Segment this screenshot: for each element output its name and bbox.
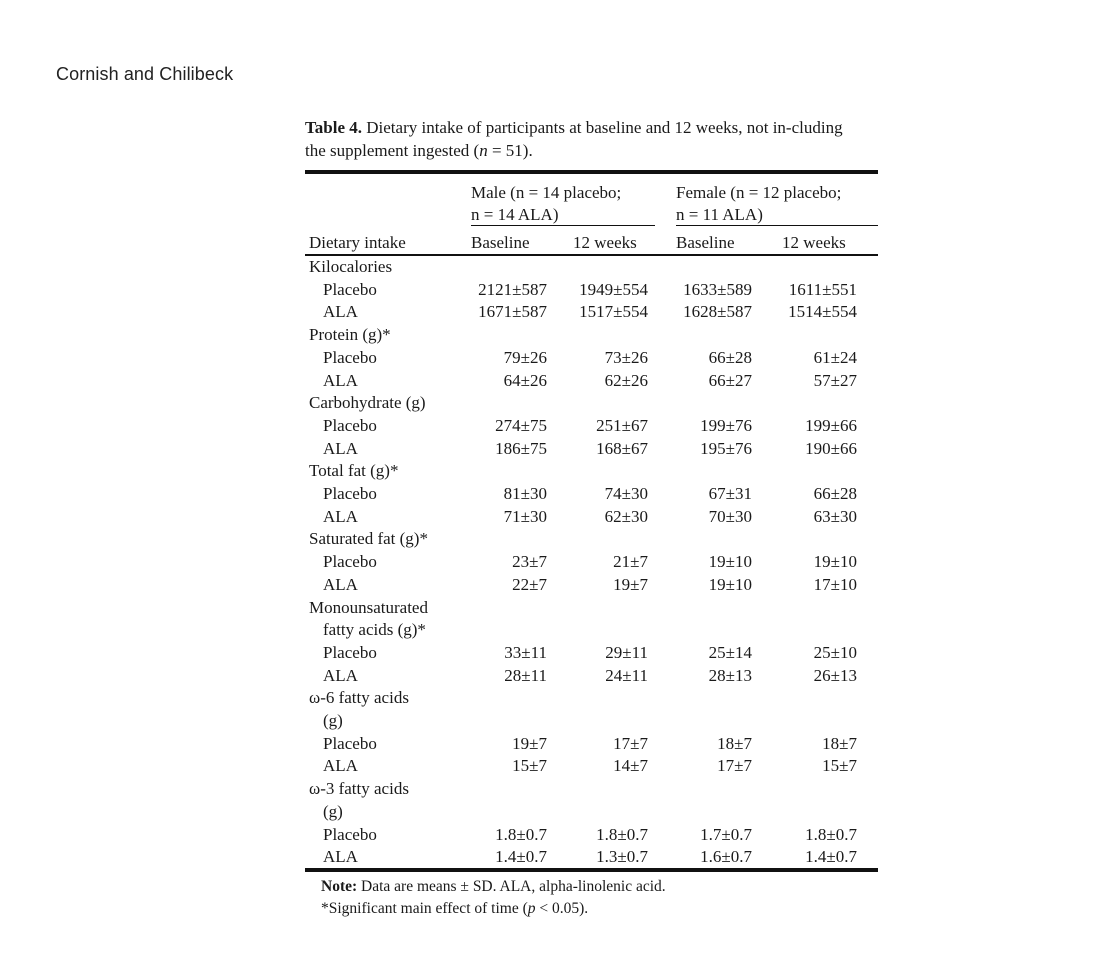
value-cell-male-baseline: 15±7 xyxy=(512,756,547,776)
value-cell-male-12-weeks: 29±11 xyxy=(605,642,648,662)
significance-footnote xyxy=(321,898,881,920)
male-group-rule xyxy=(471,225,655,226)
value-cell-female-12-weeks: 1514±554 xyxy=(788,302,857,322)
value-cell-male-12-weeks: 1517±554 xyxy=(579,302,648,322)
value-cell-female-baseline: 195±76 xyxy=(700,438,752,458)
table-notes xyxy=(321,876,881,920)
section-title: Saturated fat (g)* xyxy=(309,529,428,549)
value-cell-male-baseline: 71±30 xyxy=(503,506,547,526)
value-cell-female-12-weeks: 66±28 xyxy=(813,484,857,503)
value-cell-female-12-weeks: 15±7 xyxy=(822,756,857,776)
value-cell-male-baseline: 81±30 xyxy=(503,484,547,503)
value-cell-female-baseline: 18±7 xyxy=(717,733,752,753)
value-cell-female-12-weeks: 61±24 xyxy=(813,347,857,367)
female-group-rule xyxy=(676,225,878,226)
row-label: Placebo xyxy=(323,279,377,299)
value-cell-female-baseline: 17±7 xyxy=(717,756,752,776)
group-header-male-line1: Male (n = 14 placebo; xyxy=(471,183,622,202)
row-label: Placebo xyxy=(323,415,377,435)
value-cell-female-baseline: 199±76 xyxy=(700,415,752,435)
section-title: fatty acids (g)* xyxy=(323,620,426,640)
table-caption xyxy=(305,116,865,162)
row-label: ALA xyxy=(323,574,358,594)
significance-p-symbol: p xyxy=(527,900,536,917)
caption-n-symbol: n xyxy=(479,141,488,160)
value-cell-male-baseline: 28±11 xyxy=(504,665,547,685)
column-header-dietary-intake: Dietary intake xyxy=(309,233,406,252)
value-cell-male-12-weeks: 1.8±0.7 xyxy=(596,824,648,844)
value-cell-female-12-weeks: 190±66 xyxy=(805,438,857,458)
value-cell-female-12-weeks: 63±30 xyxy=(813,506,857,526)
value-cell-female-12-weeks: 1.4±0.7 xyxy=(805,847,857,867)
significance-suffix: < 0.05). xyxy=(535,900,589,917)
value-cell-male-12-weeks: 19±7 xyxy=(613,574,648,594)
value-cell-female-12-weeks: 57±27 xyxy=(813,370,857,390)
value-cell-female-baseline: 19±10 xyxy=(708,552,752,572)
row-label: ALA xyxy=(323,438,358,458)
value-cell-male-baseline: 1671±587 xyxy=(478,302,547,322)
row-label: ALA xyxy=(323,665,358,685)
section-title: ω-3 fatty acids xyxy=(309,779,409,799)
value-cell-male-12-weeks: 74±30 xyxy=(604,484,648,503)
value-cell-female-12-weeks: 19±10 xyxy=(813,552,857,572)
section-title: Kilocalories xyxy=(309,257,393,276)
group-header-female-line2: n = 11 ALA) xyxy=(676,205,763,224)
value-cell-male-baseline: 33±11 xyxy=(504,642,547,662)
section-title: Monounsaturated xyxy=(309,597,428,617)
value-cell-female-baseline: 1.6±0.7 xyxy=(700,847,752,867)
value-cell-male-baseline: 64±26 xyxy=(503,370,547,390)
row-label: ALA xyxy=(323,756,358,776)
value-cell-male-12-weeks: 73±26 xyxy=(604,347,648,367)
section-title: ω-6 fatty acids xyxy=(309,688,409,708)
value-cell-female-baseline: 66±28 xyxy=(708,347,752,367)
value-cell-male-12-weeks: 1949±554 xyxy=(579,279,648,299)
value-cell-male-baseline: 79±26 xyxy=(503,347,547,367)
value-cell-male-12-weeks: 14±7 xyxy=(613,756,648,776)
row-label: ALA xyxy=(323,370,358,390)
table-top-rule xyxy=(305,170,878,174)
value-cell-male-12-weeks: 24±11 xyxy=(605,665,648,685)
value-cell-male-baseline: 2121±587 xyxy=(478,279,547,299)
value-cell-female-baseline: 25±14 xyxy=(708,642,752,662)
value-cell-male-baseline: 22±7 xyxy=(512,574,547,594)
section-title: (g) xyxy=(323,801,343,821)
value-cell-female-12-weeks: 17±10 xyxy=(813,574,857,594)
table-bottom-rule xyxy=(305,868,878,872)
row-label: Placebo xyxy=(323,824,377,844)
row-label: ALA xyxy=(323,506,358,526)
value-cell-female-baseline: 1628±587 xyxy=(683,302,752,322)
section-title: Carbohydrate (g) xyxy=(309,393,426,413)
value-cell-male-12-weeks: 168±67 xyxy=(596,438,648,458)
significance-prefix: *Significant main effect of time ( xyxy=(321,900,528,917)
column-header-female-12-weeks: 12 weeks xyxy=(782,233,846,252)
value-cell-female-12-weeks: 26±13 xyxy=(813,665,857,685)
value-cell-male-baseline: 1.4±0.7 xyxy=(495,847,547,867)
value-cell-male-12-weeks: 62±30 xyxy=(604,506,648,526)
column-header-male-baseline: Baseline xyxy=(471,233,530,252)
value-cell-female-12-weeks: 18±7 xyxy=(822,733,857,753)
section-title: Protein (g)* xyxy=(309,325,391,345)
value-cell-female-baseline: 19±10 xyxy=(708,574,752,594)
value-cell-male-12-weeks: 251±67 xyxy=(596,415,648,435)
value-cell-female-12-weeks: 25±10 xyxy=(813,642,857,662)
group-header-female-line1: Female (n = 12 placebo; xyxy=(676,183,842,202)
value-cell-male-12-weeks: 17±7 xyxy=(613,733,648,753)
section-title: (g) xyxy=(323,711,343,730)
value-cell-female-baseline: 1.7±0.7 xyxy=(700,824,752,844)
note-line xyxy=(321,876,881,898)
value-cell-female-12-weeks: 199±66 xyxy=(805,415,857,435)
note-label: Note: xyxy=(321,878,358,895)
table-label: Table 4. xyxy=(305,118,363,137)
running-head: Cornish and Chilibeck xyxy=(56,64,234,84)
value-cell-female-baseline: 70±30 xyxy=(708,506,752,526)
note-text: Data are means ± SD. ALA, alpha-linolenic acid. xyxy=(357,878,666,895)
value-cell-male-12-weeks: 62±26 xyxy=(604,370,648,390)
value-cell-female-baseline: 66±27 xyxy=(708,370,752,390)
value-cell-male-baseline: 186±75 xyxy=(495,438,547,458)
value-cell-male-baseline: 274±75 xyxy=(495,415,547,435)
group-header-male-line2: n = 14 ALA) xyxy=(471,205,559,224)
value-cell-male-baseline: 19±7 xyxy=(512,733,547,753)
value-cell-male-baseline: 23±7 xyxy=(512,552,547,572)
row-label: Placebo xyxy=(323,733,377,753)
row-label: Placebo xyxy=(323,552,377,572)
value-cell-female-baseline: 67±31 xyxy=(708,484,752,503)
value-cell-male-baseline: 1.8±0.7 xyxy=(495,824,547,844)
row-label: Placebo xyxy=(323,347,377,367)
row-label: ALA xyxy=(323,302,358,322)
caption-text: Dietary intake of participants at baseline and 12 weeks, not in-cluding the supplement ingested ( xyxy=(305,118,843,160)
caption-text-end: = 51). xyxy=(487,141,533,160)
value-cell-male-12-weeks: 21±7 xyxy=(613,552,648,572)
row-label: Placebo xyxy=(323,484,377,503)
value-cell-female-12-weeks: 1.8±0.7 xyxy=(805,824,857,844)
section-title: Total fat (g)* xyxy=(309,461,399,481)
column-header-female-baseline: Baseline xyxy=(676,233,735,252)
value-cell-female-12-weeks: 1611±551 xyxy=(788,279,857,299)
value-cell-female-baseline: 28±13 xyxy=(708,665,752,685)
value-cell-female-baseline: 1633±589 xyxy=(683,279,752,299)
row-label: Placebo xyxy=(323,642,377,662)
value-cell-male-12-weeks: 1.3±0.7 xyxy=(596,847,648,867)
column-header-male-12-weeks: 12 weeks xyxy=(573,233,637,252)
row-label: ALA xyxy=(323,847,358,867)
